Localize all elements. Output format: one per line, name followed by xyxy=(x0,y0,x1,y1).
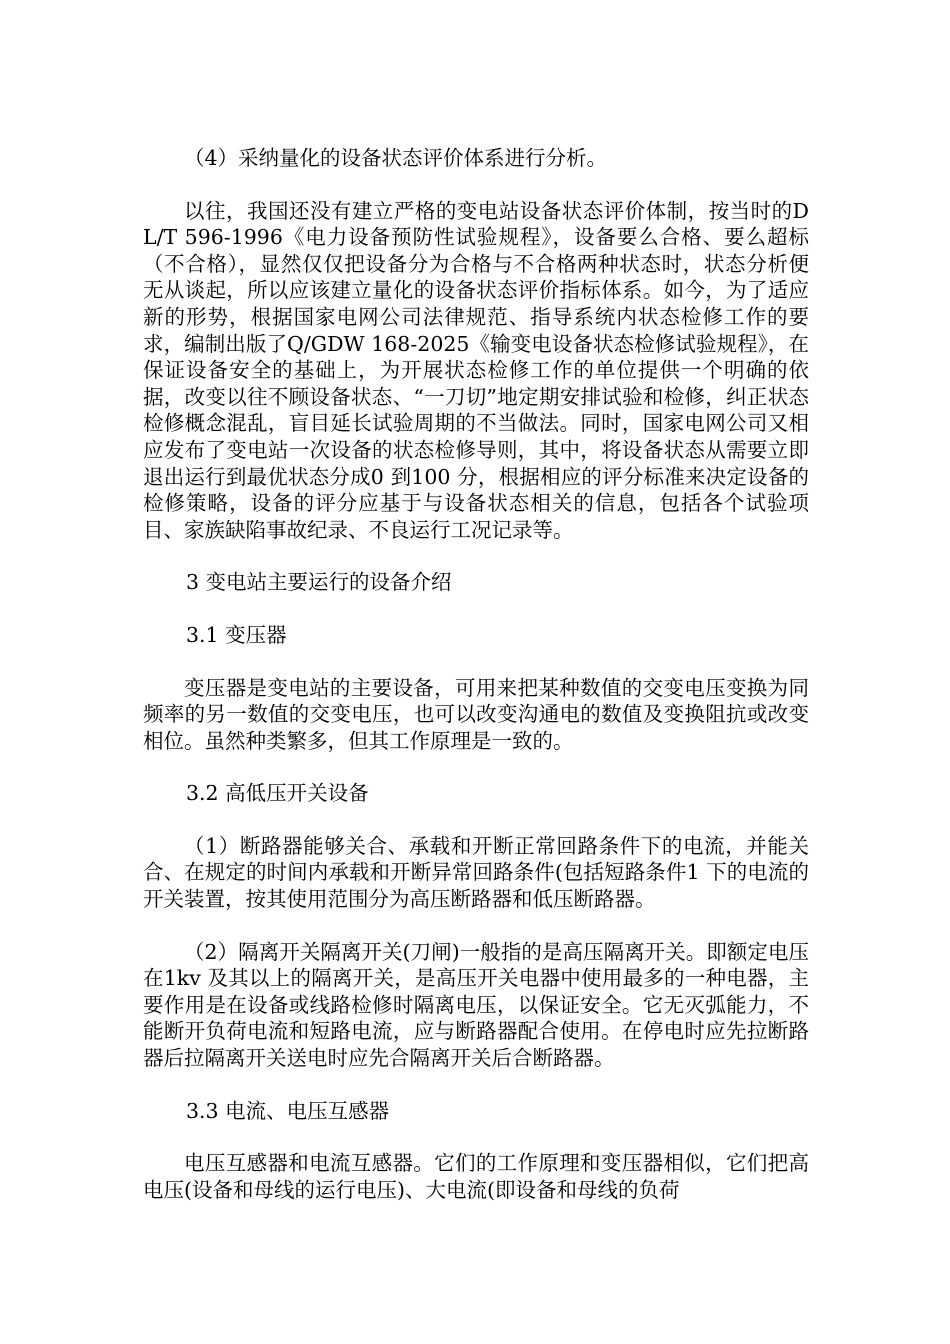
subsection-heading-transformer: 3.1 变压器 xyxy=(186,622,287,647)
document-body xyxy=(143,145,809,1203)
paragraph-quantified-evaluation: （4）采纳量化的设备状态评价体系进行分析。 xyxy=(184,146,608,170)
paragraph-circuit-breaker: （1）断路器能够关合、承载和开断正常回路条件下的电流，并能关合、在规定的时间内承载和开断异常回路条件(包括短路条件1 下的电流的开关装置，按其使用范围分为高压断路器和低压断路器。 xyxy=(143,833,809,912)
subsection-heading-switchgear: 3.2 高低压开关设备 xyxy=(186,781,369,806)
paragraph-status-evaluation-history: 以往，我国还没有建立严格的变电站设备状态评价体制，按当时的DL/T 596-1996《电力设备预防性试验规程》，设备要么合格、要么超标（不合格），显然仅仅把设备分为合格与不合格两种状态时，状态分析便无从谈起，所以应该建立量化的设备状态评价指标体系。如今，为了适应新的形势，根据国家电网公司法律规范、指导系统内状态检修工作的要求，编制出版了Q/GDW 168-2025《输变电设备状态检修试验规程》，在保证设备安全的基础上，为开展状态检修工作的单位提供一个明确的依据，改变以往不顾设备状态、“一刀切”地定期安排试验和检修，纠正状态检修概念混乱，盲目延长试验周期的不当做法。同时，国家电网公司又相应发布了变电站一次设备的状态检修导则，其中，将设备状态从需要立即退出运行到最优状态分成0 到100 分，根据相应的评分标准来决定设备的检修策略，设备的评分应基于与设备状态相关的信息，包括各个试验项目、家族缺陷事故纪录、不良运行工况记录等。 xyxy=(143,198,809,542)
subsection-heading-instrument-transformers: 3.3 电流、电压互感器 xyxy=(186,1098,390,1123)
section-heading-main-equipment: 3 变电站主要运行的设备介绍 xyxy=(186,570,452,595)
paragraph-instrument-transformers: 电压互感器和电流互感器。它们的工作原理和变压器相似，它们把高电压(设备和母线的运行电压)、大电流(即设备和母线的负荷 xyxy=(143,1151,809,1202)
paragraph-transformer-description: 变压器是变电站的主要设备，可用来把某种数值的交变电压变换为同频率的另一数值的交变电压，也可以改变沟通电的数值及变换阻抗或改变相位。虽然种类繁多，但其工作原理是一致的。 xyxy=(143,675,809,753)
paragraph-disconnect-switch: （2）隔离开关隔离开关(刀闸)一般指的是高压隔离开关。即额定电压在1kv 及其以上的隔离开关，是高压开关电器中使用最多的一种电器，主要作用是在设备或线路检修时隔离电压，以保证安全。它无灭弧能力，不能断开负荷电流和短路电流，应与断路器配合使用。在停电时应先拉断路器后拉隔离开关送电时应先合隔离开关后合断路器。 xyxy=(143,939,809,1071)
